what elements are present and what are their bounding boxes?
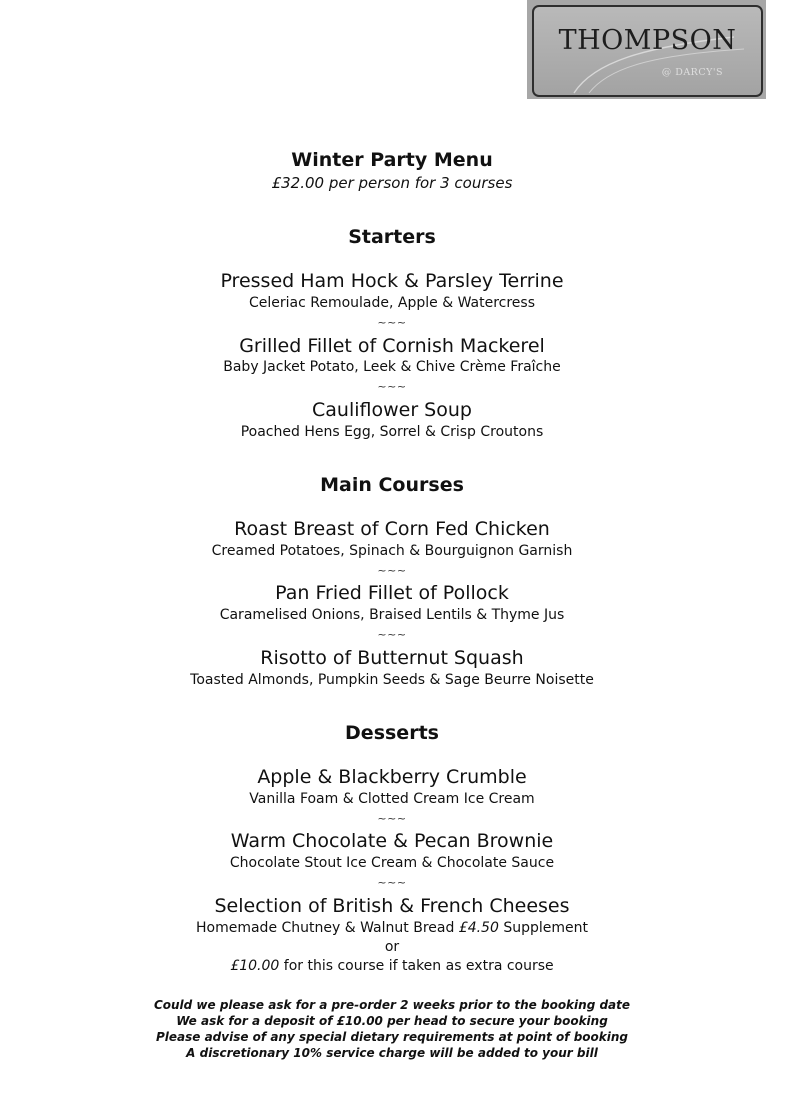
separator: ~~~: [377, 564, 407, 577]
extra-course-price: £10.00: [230, 958, 280, 974]
menu-title: Winter Party Menu: [291, 149, 493, 171]
logo-name: THOMPSON: [558, 25, 737, 56]
dessert-name: Apple & Blackberry Crumble: [257, 766, 527, 788]
separator: ~~~: [377, 380, 407, 393]
separator: ~~~: [377, 628, 407, 641]
starter-description: Baby Jacket Potato, Leek & Chive Crème Fraîche: [223, 359, 561, 375]
logo-plate: [527, 0, 766, 99]
main-name: Risotto of Butternut Squash: [260, 647, 524, 669]
dessert-name: Selection of British & French Cheeses: [214, 895, 570, 917]
cheese-description-text: Homemade Chutney & Walnut Bread: [196, 920, 455, 936]
supplement-price: £4.50: [458, 920, 499, 936]
separator: ~~~: [377, 812, 407, 825]
main-description: Toasted Almonds, Pumpkin Seeds & Sage Beurre Noisette: [190, 672, 594, 688]
dessert-description: Vanilla Foam & Clotted Cream Ice Cream: [249, 791, 535, 807]
starter-name: Pressed Ham Hock & Parsley Terrine: [220, 270, 564, 292]
or-text: or: [384, 939, 400, 955]
starter-description: Poached Hens Egg, Sorrel & Crisp Croutons: [240, 424, 544, 440]
dessert-description: Chocolate Stout Ice Cream & Chocolate Sauce: [229, 855, 555, 871]
note-line: We ask for a deposit of £10.00 per head to secure your booking: [176, 1014, 608, 1028]
extra-course-text: for this course if taken as extra course: [283, 958, 554, 974]
section-heading-starters: Starters: [348, 226, 436, 248]
separator: ~~~: [377, 876, 407, 889]
supplement-label: Supplement: [503, 920, 588, 936]
section-heading-desserts: Desserts: [345, 722, 439, 744]
note-line: Could we please ask for a pre-order 2 weeks prior to the booking date: [153, 998, 631, 1012]
extra-course-line: [0, 958, 784, 974]
starter-name: Cauliflower Soup: [312, 399, 472, 421]
starter-name: Grilled Fillet of Cornish Mackerel: [239, 335, 545, 357]
starter-description: Celeriac Remoulade, Apple & Watercress: [248, 295, 535, 311]
cheese-description: [0, 920, 784, 936]
section-heading-mains: Main Courses: [320, 474, 464, 496]
logo: [532, 5, 763, 97]
separator: ~~~: [377, 316, 407, 329]
logo-subtitle: @ DARCY'S: [661, 67, 723, 78]
note-line: A discretionary 10% service charge will be added to your bill: [186, 1046, 598, 1060]
main-name: Roast Breast of Corn Fed Chicken: [234, 518, 550, 540]
main-description: Caramelised Onions, Braised Lentils & Thyme Jus: [219, 607, 565, 623]
menu-price-line: £32.00 per person for 3 courses: [271, 174, 513, 192]
note-line: Please advise of any special dietary requirements at point of booking: [155, 1030, 628, 1044]
main-name: Pan Fried Fillet of Pollock: [275, 582, 509, 604]
dessert-name: Warm Chocolate & Pecan Brownie: [230, 830, 554, 852]
main-description: Creamed Potatoes, Spinach & Bourguignon Garnish: [211, 543, 573, 559]
